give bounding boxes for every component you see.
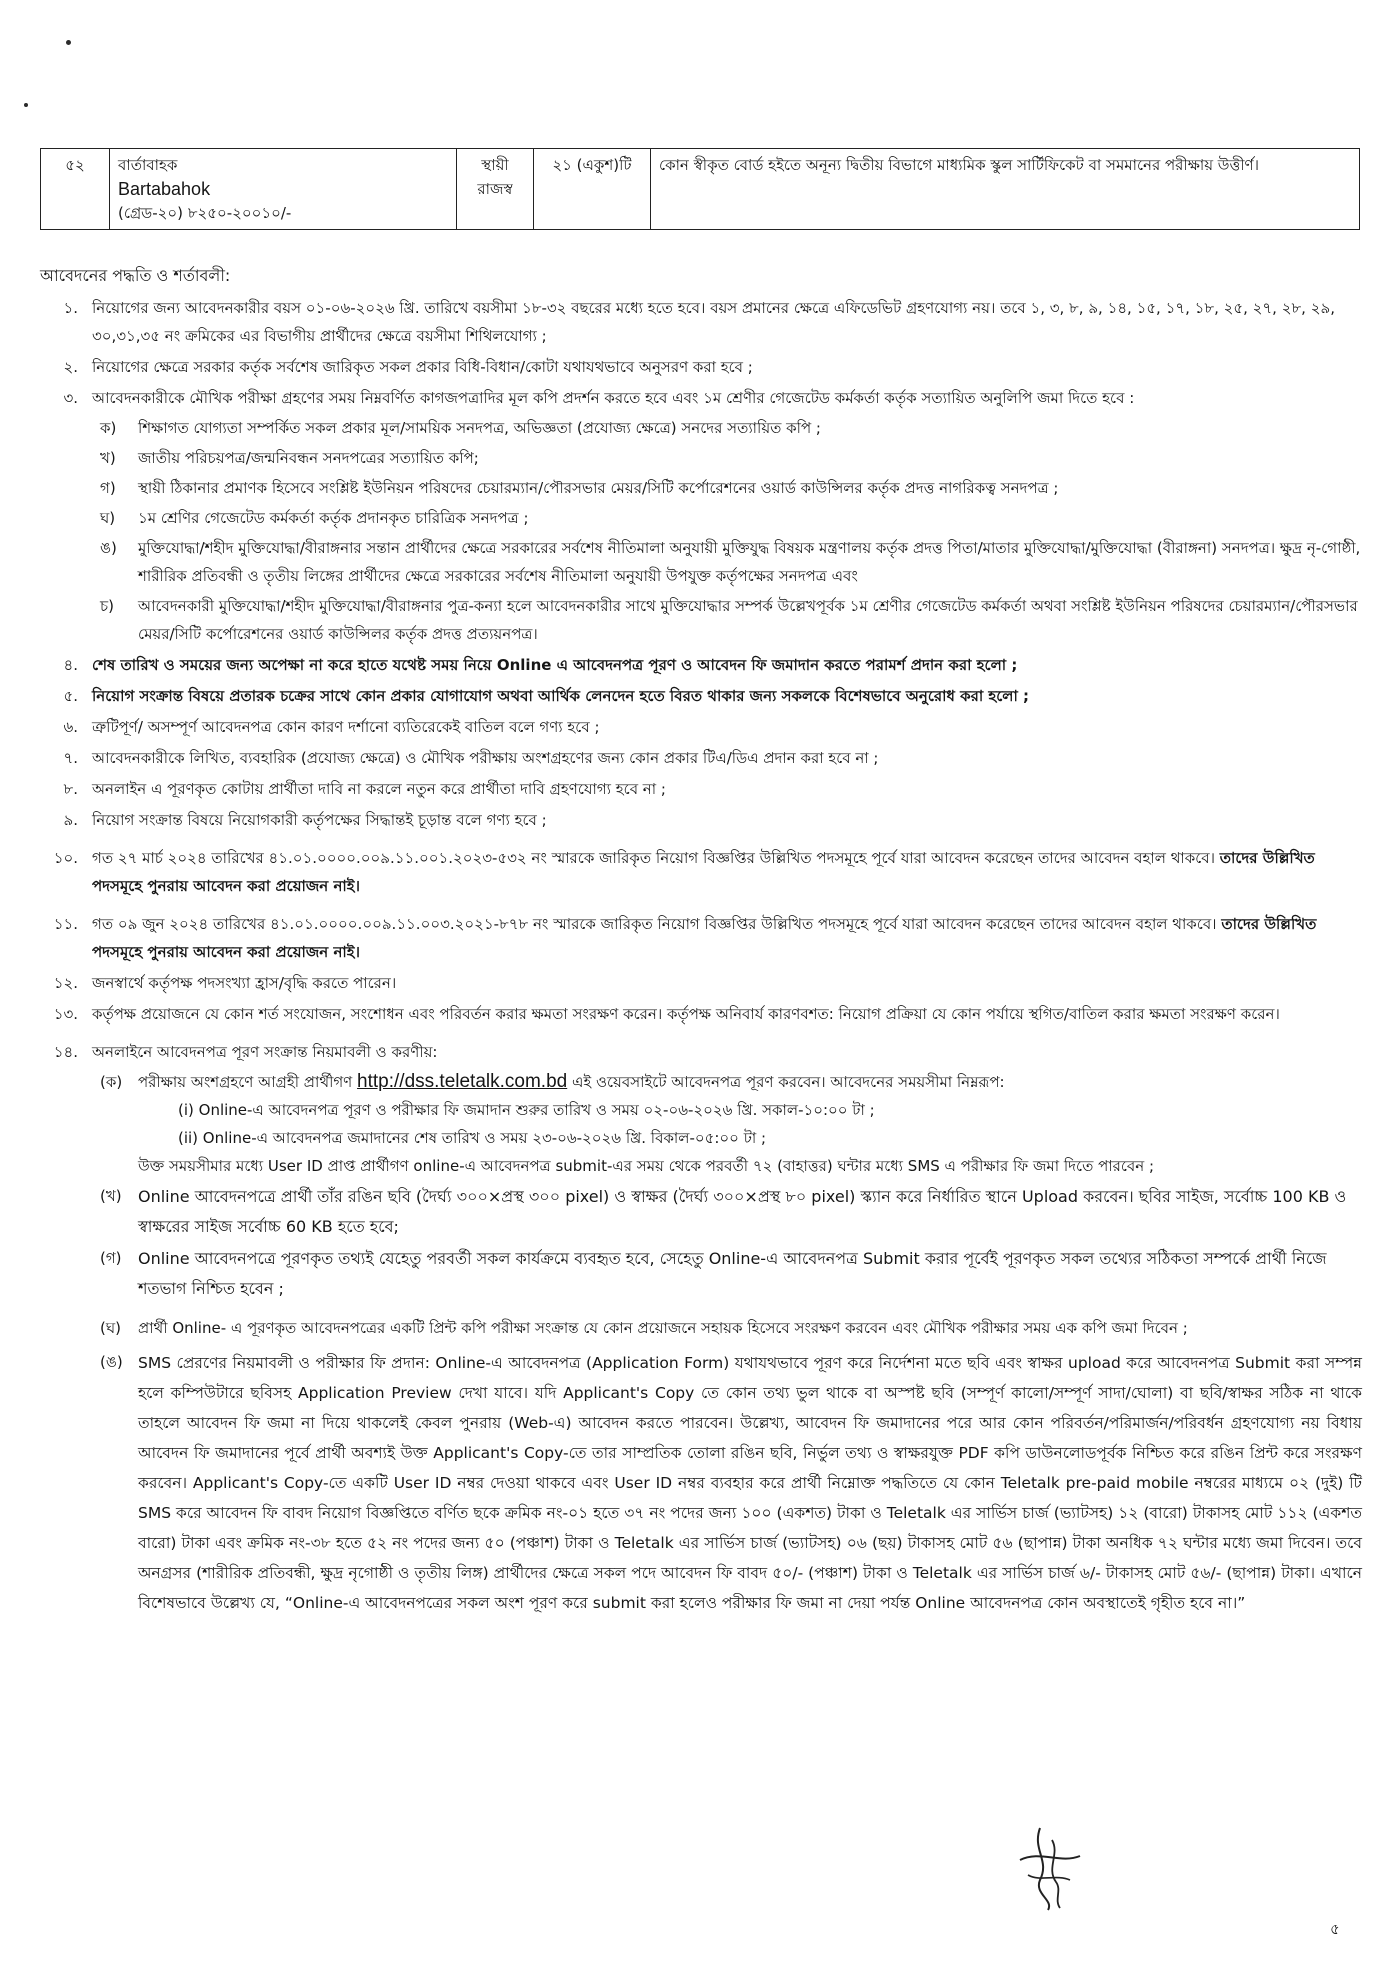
sub-label: খ): [100, 449, 116, 467]
item-number: ১১.: [53, 915, 78, 933]
list-item: [40, 844, 1362, 900]
sub-item: [40, 504, 1362, 532]
post-count-cell: ২১ (একুশ)টি: [534, 149, 651, 230]
sub-text: SMS প্রেরণের নিয়মাবলী ও পরীক্ষার ফি প্রদান: Online-এ আবেদনপত্র (Application Form) যথাযথভাবে পূরণ করে নির্দেশনা মতে ছবি এবং স্বাক্ষর upload করে আবেদনপত্র Submit করা সম্পন্ন হলে কম্পিউটারে ছবিসহ Application Preview দেখা যাবে। যদি Applicant's Copy তে কোন তথ্য ভুল থাকে বা অস্পষ্ট ছবি (সম্পূর্ণ কালো/সম্পূর্ণ সাদা/ঘোলা) বা ছবি/স্বাক্ষর সঠিক না থাকে তাহলে আবেদন ফি জমা না দিয়ে থাকলেই কেবল পুনরায় (Web-এ) আবেদন করতে পারবেন। উল্লেখ্য, আবেদন ফি জমাদানের পরে আর কোন পরিবর্তন/পরিমার্জন/পরিবর্ধন গ্রহণযোগ্য নয় বিধায় আবেদন ফি জমাদানের পূর্বে প্রার্থী অবশ্যই উক্ত Applicant's Copy-তে তার সাম্প্রতিক তোলা রঙিন ছবি, নির্ভুল তথ্য ও স্বাক্ষরযুক্ত PDF কপি ডাউনলোডপূর্বক নিশ্চিত করে রঙিন প্রিন্ট করে সংরক্ষণ করবেন। Applicant's Copy-তে একটি User ID নম্বর দেওয়া থাকবে এবং User ID নম্বর ব্যবহার করে প্রার্থী নিম্নোক্ত পদ্ধতিতে যে কোন Teletalk pre-paid mobile নম্বরের মাধ্যমে ০২ (দুই) টি SMS করে আবেদন ফি বাবদ নিয়োগ বিজ্ঞপ্তিতে বর্ণিত ছকে ক্রমিক নং-০১ হতে ৩৭ নং পদের জন্য ১০০ (একশত) টাকা ও Teletalk এর সার্ভিস চার্জ (ভ্যাটসহ) ১২ (বারো) টাকাসহ মোট ১১২ (একশত বারো) টাকা এবং ক্রমিক নং-৩৮ হতে ৫২ নং পদের জন্য ৫০ (পঞ্চাশ) টাকা ও Teletalk এর সার্ভিস চার্জ (ভ্যাটসহ) ০৬ (ছয়) টাকাসহ মোট ৫৬ (ছাপান্ন) টাকা অনধিক ৭২ ঘন্টার মধ্যে জমা দিবেন। তবে অনগ্রসর (শারীরিক প্রতিবন্ধী, ক্ষুদ্র নৃগোষ্ঠী ও তৃতীয় লিঙ্গ) প্রার্থীদের ক্ষেত্রে সকল পদে আবেদন ফি বাবদ ৫০/- (পঞ্চাশ) টাকা ও Teletalk এর সার্ভিস চার্জ ৬/- টাকাসহ মোট ৫৬/- (ছাপান্ন) টাকা। এখানে বিশেষভাবে উল্লেখ্য যে, “Online-এ আবেদনপত্রের সকল অংশ পূরণ করে submit করা হলেও পরীক্ষার ফি জমা না দেয়া পর্যন্ত Online আবেদনপত্র কোন অবস্থাতেই গৃহীত হবে না।”: [138, 1354, 1362, 1612]
sub-label: ঘ): [100, 509, 116, 527]
sub-text-post: এই ওয়েবসাইটে আবেদনপত্র পূরণ করবেন। আবেদনের সময়সীমা নিম্নরূপ:: [572, 1073, 1005, 1091]
sub-label: (ঙ): [100, 1353, 123, 1371]
serial-cell: ৫২: [41, 149, 110, 230]
item-text: অনলাইন এ পূরণকৃত কোটায় প্রার্থীতা দাবি না করলে নতুন করে প্রার্থীতা দাবি গ্রহণযোগ্য হবে না ;: [92, 780, 666, 798]
sub-text: [138, 1068, 1362, 1180]
list-item: [40, 682, 1362, 710]
schedule-note: উক্ত সময়সীমার মধ্যে User ID প্রাপ্ত প্রার্থীগণ online-এ আবেদনপত্র submit-এর সময় থেকে পরবর্তী ৭২ (বাহাত্তর) ঘন্টার মধ্যে SMS এ পরীক্ষার ফি জমা দিতে পারবেন ;: [138, 1157, 1155, 1175]
item-text: নিয়োগ সংক্রান্ত বিষয়ে প্রতারক চক্রের সাথে কোন প্রকার যোগাযোগ অথবা আর্থিক লেনদেন হতে বিরত থাকার জন্য সকলকে বিশেষভাবে অনুরোধ করা হলো ;: [92, 687, 1030, 705]
sub-text: জাতীয় পরিচয়পত্র/জন্মনিবন্ধন সনদপত্রের সত্যায়িত কপি;: [138, 449, 479, 467]
website-link[interactable]: http://dss.teletalk.com.bd: [357, 1071, 568, 1092]
sub-text-pre: পরীক্ষায় অংশগ্রহণে আগ্রহী প্রার্থীগণ: [138, 1073, 353, 1091]
list-item: [40, 775, 1362, 803]
item-text: কর্তৃপক্ষ প্রয়োজনে যে কোন শর্ত সংযোজন, সংশোধন এবং পরিবর্তন করার ক্ষমতা সংরক্ষণ করেন। কর্তৃপক্ষ অনিবার্য কারণবশত: নিয়োগ প্রক্রিয়া যে কোন পর্যায়ে স্থগিত/বাতিল করার ক্ষমতা সংরক্ষণ করেন।: [92, 1005, 1280, 1023]
list-item: [40, 744, 1362, 772]
item-text: আবেদনকারীকে মৌখিক পরীক্ষা গ্রহণের সময় নিম্নবর্ণিত কাগজপত্রাদির মূল কপি প্রদর্শন করতে হবে এবং ১ম শ্রেণীর গেজেটেড কর্মকর্তা কর্তৃক সত্যায়িত অনুলিপি জমা দিতে হবে :: [92, 389, 1135, 407]
item-number: ৩.: [63, 389, 78, 407]
item-text: শেষ তারিখ ও সময়ের জন্য অপেক্ষা না করে হাতে যথেষ্ট সময় নিয়ে Online এ আবেদনপত্র পূরণ ও আবেদন ফি জমাদান করতে পরামর্শ প্রদান করা হলো ;: [92, 656, 1018, 674]
sub-label: ক): [100, 419, 117, 437]
list-item: [40, 1038, 1362, 1066]
item-number: ৮.: [63, 780, 78, 798]
sub-label: (ক): [100, 1073, 123, 1091]
list-item: [40, 353, 1362, 381]
scan-speck: [66, 40, 71, 45]
post-table: [40, 148, 1360, 230]
sub-text: Online আবেদনপত্রে প্রার্থী তাঁর রঙিন ছবি (দৈর্ঘ্য ৩০০×প্রস্থ ৩০০ pixel) ও স্বাক্ষর (দৈর্ঘ্য ৩০০×প্রস্থ ৮০ pixel) স্ক্যান করে নির্ধারিত স্থানে Upload করবেন। ছবির সাইজ, সর্বোচ্চ 100 KB ও স্বাক্ষরের সাইজ সর্বোচ্চ 60 KB হতে হবে;: [138, 1187, 1347, 1236]
schedule-end: (ii) Online-এ আবেদনপত্র জমাদানের শেষ তারিখ ও সময় ২৩-০৬-২০২৬ খ্রি. বিকাল-০৫:০০ টা ;: [178, 1129, 767, 1147]
item-text: নিয়োগ সংক্রান্ত বিষয়ে নিয়োগকারী কর্তৃপক্ষের সিদ্ধান্তই চূড়ান্ত বলে গণ্য হবে ;: [92, 811, 547, 829]
item-number: ১.: [63, 299, 78, 317]
sub-label: (খ): [100, 1187, 122, 1205]
item-number: ২.: [63, 358, 78, 376]
sub-item-umo: [40, 1348, 1362, 1618]
item-text: নিয়োগের জন্য আবেদনকারীর বয়স ০১-০৬-২০২৬ খ্রি. তারিখে বয়সীমা ১৮-৩২ বছরের মধ্যে হতে হবে। বয়স প্রমানের ক্ষেত্রে এফিডেভিট গ্রহণযোগ্য নয়। তবে ১, ৩, ৮, ৯, ১৪, ১৫, ১৭, ১৮, ২৫, ২৭, ২৮, ২৯, ৩০,৩১,৩৫ নং ক্রমিকের এর বিভাগীয় প্রার্থীদের ক্ষেত্রে বয়সীমা শিথিলযোগ্য ;: [92, 299, 1335, 345]
list-item: [40, 806, 1362, 834]
schedule-start: (i) Online-এ আবেদনপত্র পূরণ ও পরীক্ষার ফি জমাদান শুরুর তারিখ ও সময় ০২-০৬-২০২৬ খ্রি. সকাল-১০:০০ টা ;: [178, 1101, 875, 1119]
sub-item: [40, 414, 1362, 442]
item-text-bold: তাদের উল্লিখিত পদসমূহে পুনরায় আবেদন করা প্রয়োজন নাই।: [92, 849, 1315, 895]
terms-section: [40, 262, 1362, 1618]
item-number: ১২.: [53, 974, 78, 992]
sub-text: Online আবেদনপত্রে পূরণকৃত তথ্যই যেহেতু পরবর্তী সকল কার্যক্রমে ব্যবহৃত হবে, সেহেতু Online-এ আবেদনপত্র Submit করার পূর্বেই পূরণকৃত সকল তথ্যের সঠিকতা সম্পর্কে প্রার্থী নিজে শতভাগ নিশ্চিত হবেন ;: [138, 1249, 1327, 1298]
sub-item: [40, 474, 1362, 502]
terms-heading: আবেদনের পদ্ধতি ও শর্তাবলী:: [40, 266, 231, 285]
item-text: ত্রুটিপূর্ণ/ অসম্পূর্ণ আবেদনপত্র কোন কারণ দর্শানো ব্যতিরেকেই বাতিল বলে গণ্য হবে ;: [92, 718, 600, 736]
list-item: [40, 713, 1362, 741]
sub-label: গ): [100, 479, 116, 497]
item-number: ৬.: [63, 718, 78, 736]
signature: [1010, 1820, 1090, 1915]
post-name-en: Bartabahok: [118, 179, 211, 199]
post-name-bn: বার্তাবাহক: [118, 156, 178, 174]
item-number: ১৪.: [53, 1043, 78, 1061]
item-text: [92, 910, 1362, 966]
post-type-cell: স্থায়ী রাজস্ব: [457, 149, 534, 230]
sub-text: স্থায়ী ঠিকানার প্রমাণক হিসেবে সংশ্লিষ্ট ইউনিয়ন পরিষদের চেয়ারম্যান/পৌরসভার মেয়র/সিটি কর্পোরেশনের ওয়ার্ড কাউন্সিলর কর্তৃক প্রদত্ত নাগরিকত্ব সনদপত্র ;: [138, 479, 1059, 497]
item-number: ৯.: [63, 811, 78, 829]
item-text: অনলাইনে আবেদনপত্র পূরণ সংক্রান্ত নিয়মাবলী ও করণীয়:: [92, 1043, 438, 1061]
item-text-bold: তাদের উল্লিখিত পদসমূহে পুনরায় আবেদন করা প্রয়োজন নাই।: [92, 915, 1317, 961]
sub-text: শিক্ষাগত যোগ্যতা সম্পর্কিত সকল প্রকার মূল/সাময়িক সনদপত্র, অভিজ্ঞতা (প্রযোজ্য ক্ষেত্রে) সনদের সত্যায়িত কপি ;: [138, 419, 821, 437]
item-number: ৭.: [63, 749, 78, 767]
list-item: [40, 1000, 1362, 1028]
item-text: [92, 844, 1362, 900]
sub-text: প্রার্থী Online- এ পূরণকৃত আবেদনপত্রের একটি প্রিন্ট কপি পরীক্ষা সংক্রান্ত যে কোন প্রয়োজনে সহায়ক হিসেবে সংরক্ষণ করবেন এবং মৌখিক পরীক্ষার সময় এক কপি জমা দিবেন ;: [138, 1319, 1188, 1337]
table-row: [41, 149, 1360, 230]
qualification-cell: কোন স্বীকৃত বোর্ড হইতে অনূন্য দ্বিতীয় বিভাগে মাধ্যমিক স্কুল সার্টিফিকেট বা সমমানের পরীক্ষায় উত্তীর্ণ।: [651, 149, 1360, 230]
sub-item-gha: [40, 1314, 1362, 1342]
sub-item: [40, 444, 1362, 472]
item-number: ১৩.: [53, 1005, 78, 1023]
sub-label: চ): [100, 597, 114, 615]
list-item: [40, 969, 1362, 997]
sub-item-kha: [40, 1182, 1362, 1242]
item-number: ১০.: [53, 849, 78, 867]
item-number: ৫.: [63, 687, 78, 705]
item-text: নিয়োগের ক্ষেত্রে সরকার কর্তৃক সর্বশেষ জারিকৃত সকল প্রকার বিধি-বিধান/কোটা যথাযথভাবে অনুসরণ করা হবে ;: [92, 358, 753, 376]
item-text: আবেদনকারীকে লিখিত, ব্যবহারিক (প্রযোজ্য ক্ষেত্রে) ও মৌখিক পরীক্ষায় অংশগ্রহণের জন্য কোন প্রকার টিএ/ডিএ প্রদান করা হবে না ;: [92, 749, 879, 767]
sub-item-ga: [40, 1244, 1362, 1304]
sub-item: [40, 534, 1362, 590]
sub-item-ka: [40, 1068, 1362, 1180]
item-number: ৪.: [63, 656, 78, 674]
sub-text: ১ম শ্রেণির গেজেটেড কর্মকর্তা কর্তৃক প্রদানকৃত চারিত্রিক সনদপত্র ;: [138, 509, 529, 527]
list-item: [40, 910, 1362, 966]
item-text-plain: গত ২৭ মার্চ ২০২৪ তারিখের ৪১.০১.০০০০.০০৯.১১.০০১.২০২৩-৫৩২ নং স্মারকে জারিকৃত নিয়োগ বিজ্ঞপ্তির উল্লিখিত পদসমূহে পূর্বে যারা আবেদন করেছেন তাদের আবেদন বহাল থাকবে।: [92, 849, 1215, 867]
post-name-cell: [110, 149, 457, 230]
list-item: [40, 651, 1362, 679]
list-item: [40, 294, 1362, 350]
sub-label: (ঘ): [100, 1319, 121, 1337]
sub-item: [40, 592, 1362, 648]
sub-text: আবেদনকারী মুক্তিযোদ্ধা/শহীদ মুক্তিযোদ্ধা/বীরাঙ্গনার পুত্র-কন্যা হলে আবেদনকারীর সাথে মুক্তিযোদ্ধার সম্পর্ক উল্লেখপূর্বক ১ম শ্রেণীর গেজেটেড কর্মকর্তা অথবা সংশ্লিষ্ট ইউনিয়ন পরিষদের চেয়ারম্যান/পৌরসভার মেয়র/সিটি কর্পোরেশনের ওয়ার্ড কাউন্সিলর কর্তৃক প্রদত্ত প্রত্যয়নপত্র।: [138, 597, 1358, 643]
scan-speck: [24, 103, 28, 107]
post-grade: (গ্রেড-২০) ৮২৫০-২০০১০/-: [118, 204, 292, 222]
item-text-plain: গত ০৯ জুন ২০২৪ তারিখের ৪১.০১.০০০০.০০৯.১১.০০৩.২০২১-৮৭৮ নং স্মারকে জারিকৃত নিয়োগ বিজ্ঞপ্তির উল্লিখিত পদসমূহে পূর্বে যারা আবেদন করেছেন তাদের আবেদন বহাল থাকবে।: [92, 915, 1217, 933]
sub-label: ঙ): [100, 539, 117, 557]
list-item: [40, 384, 1362, 412]
item-text: জনস্বার্থে কর্তৃপক্ষ পদসংখ্যা হ্রাস/বৃদ্ধি করতে পারেন।: [92, 974, 397, 992]
sub-text: মুক্তিযোদ্ধা/শহীদ মুক্তিযোদ্ধা/বীরাঙ্গনার সন্তান প্রার্থীদের ক্ষেত্রে সরকারের সর্বশেষ নীতিমালা অনুযায়ী মুক্তিযুদ্ধ বিষয়ক মন্ত্রণালয় কর্তৃক প্রদত্ত পিতা/মাতার মুক্তিযোদ্ধা/মুক্তিযোদ্ধা (বীরাঙ্গনা) সনদপত্র। ক্ষুদ্র নৃ-গোষ্ঠী, শারীরিক প্রতিবন্ধী ও তৃতীয় লিঙ্গের প্রার্থীদের ক্ষেত্রে সরকারের সর্বশেষ নীতিমালা অনুযায়ী উপযুক্ত কর্তৃপক্ষের সনদপত্র এবং: [138, 539, 1361, 585]
page-number: ৫: [1330, 1920, 1340, 1938]
sub-label: (গ): [100, 1249, 122, 1267]
